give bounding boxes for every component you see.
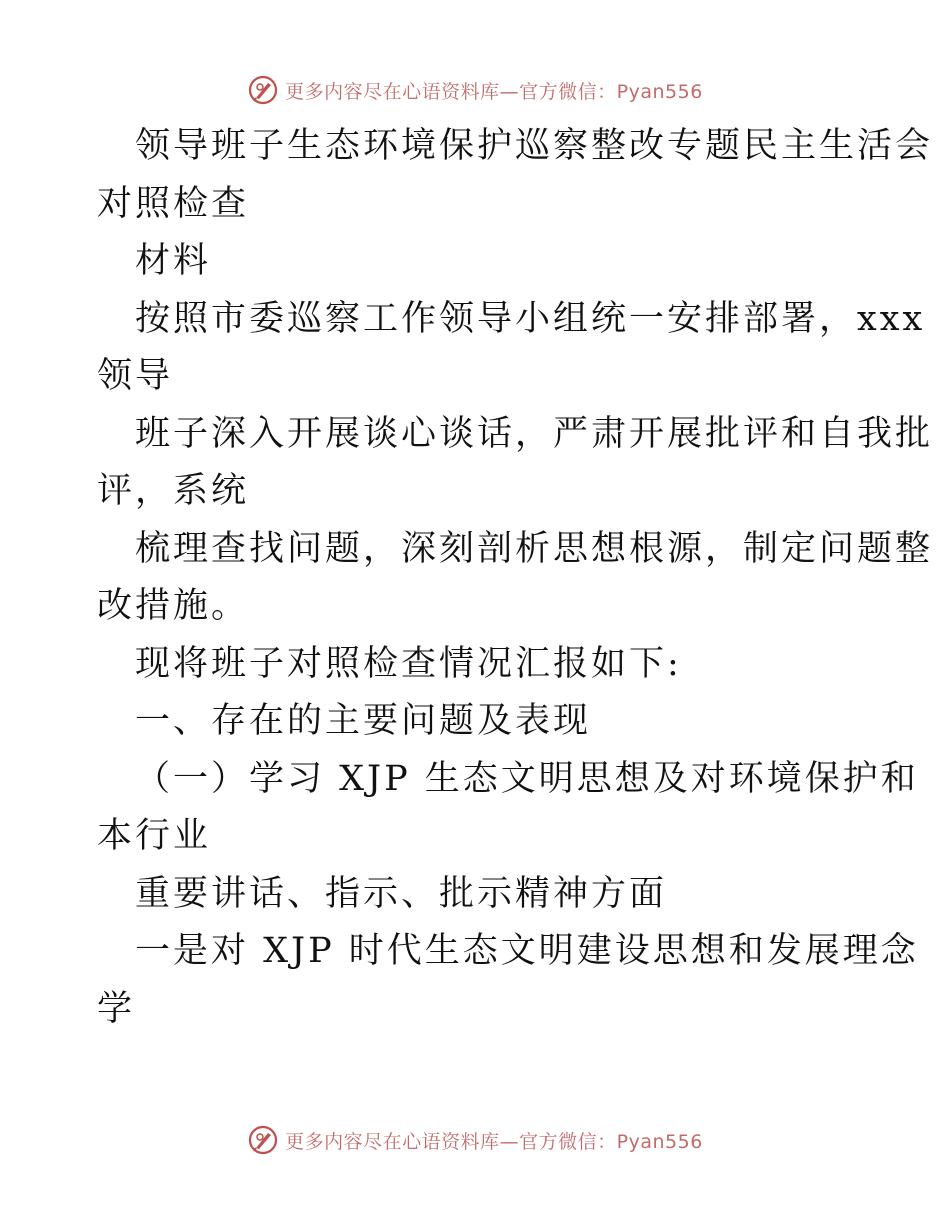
body-line: 本行业 [97,816,212,856]
quill-pen-logo-icon [247,74,279,106]
subsection-heading: （一）学习 XJP 生态文明思想及对环境保护和 [135,758,919,799]
quill-pen-logo-icon [247,1124,279,1156]
section-heading: 一、存在的主要问题及表现 [135,701,592,741]
footer-banner [0,1120,950,1160]
body-line: 学 [97,988,136,1029]
body-line: 现将班子对照检查情况汇报如下: [135,643,682,684]
body-line: 对照检查 [97,183,250,224]
banner-text: 更多内容尽在心语资料库—官方微信：Pyan556 [285,80,703,103]
body-line: 班子深入开展谈心谈话，严肃开展批评和自我批 [135,413,934,454]
body-line: 改措施。 [97,586,250,626]
body-line: 领导 [97,356,174,396]
body-line: 领导班子生态环境保护巡察整改专题民主生活会 [135,126,934,166]
banner-text: 更多内容尽在心语资料库—官方微信：Pyan556 [285,1130,703,1153]
body-line: 重要讲话、指示、批示精神方面 [135,873,668,914]
body-line: 一是对 XJP 时代生态文明建设思想和发展理念 [135,931,919,971]
header-banner [0,70,950,110]
body-line: 评，系统 [97,471,250,511]
body-line: 材料 [135,241,212,281]
body-line: 梳理查找问题，深刻剖析思想根源，制定问题整 [135,528,934,569]
document-body [97,118,934,1038]
body-line: 按照市委巡察工作领导小组统一安排部署，xxx [135,298,926,339]
